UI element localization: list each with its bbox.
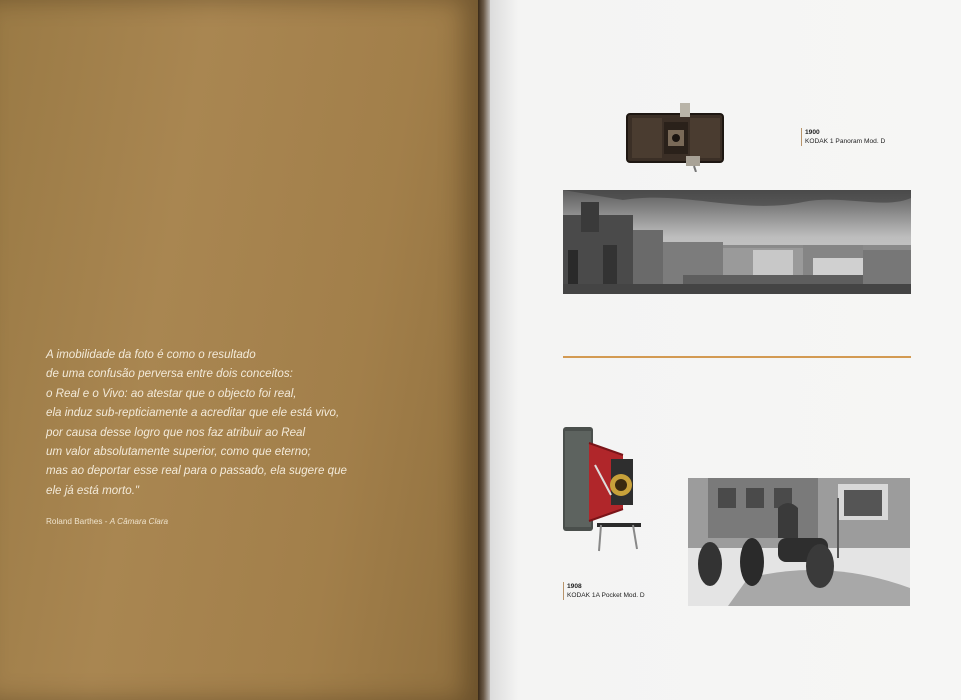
quote-line: A imobilidade da foto é como o resultado bbox=[46, 348, 256, 361]
street-scene-photo bbox=[688, 478, 910, 606]
quote-line: ele já está morto." bbox=[46, 483, 140, 497]
quote-line: de uma confusão perversa entre dois conceitos: bbox=[46, 367, 293, 381]
quote-line: o Real e o Vivo: ao atestar que o objecto foi real, bbox=[46, 386, 297, 400]
camera-caption-1900 bbox=[801, 128, 885, 146]
pocket-folding-camera-image bbox=[561, 425, 645, 553]
attribution-book: A Câmara Clara bbox=[109, 517, 169, 526]
quote-line: mas ao deportar esse real para o passado, ela sugere que bbox=[46, 464, 347, 478]
quote-attribution bbox=[46, 517, 168, 526]
barthes-quote bbox=[46, 345, 446, 500]
caption-year: 1908 bbox=[567, 583, 582, 590]
quote-line: por causa desse logro que nos faz atribuir ao Real bbox=[46, 425, 306, 439]
caption-year: 1900 bbox=[805, 129, 820, 136]
camera-caption-1908 bbox=[563, 582, 645, 600]
lisbon-panorama-photo bbox=[563, 190, 911, 294]
attribution-author: Roland Barthes - bbox=[46, 517, 110, 526]
quote-line: um valor absolutamente superior, como que eterno; bbox=[46, 445, 311, 459]
panoram-camera-image bbox=[624, 100, 728, 172]
quote-line: ela induz sub-repticiamente a acreditar que ele está vivo, bbox=[46, 406, 340, 420]
caption-model: KODAK 1A Pocket Mod. D bbox=[567, 592, 645, 599]
section-divider bbox=[563, 356, 911, 358]
caption-model: KODAK 1 Panoram Mod. D bbox=[805, 138, 886, 145]
